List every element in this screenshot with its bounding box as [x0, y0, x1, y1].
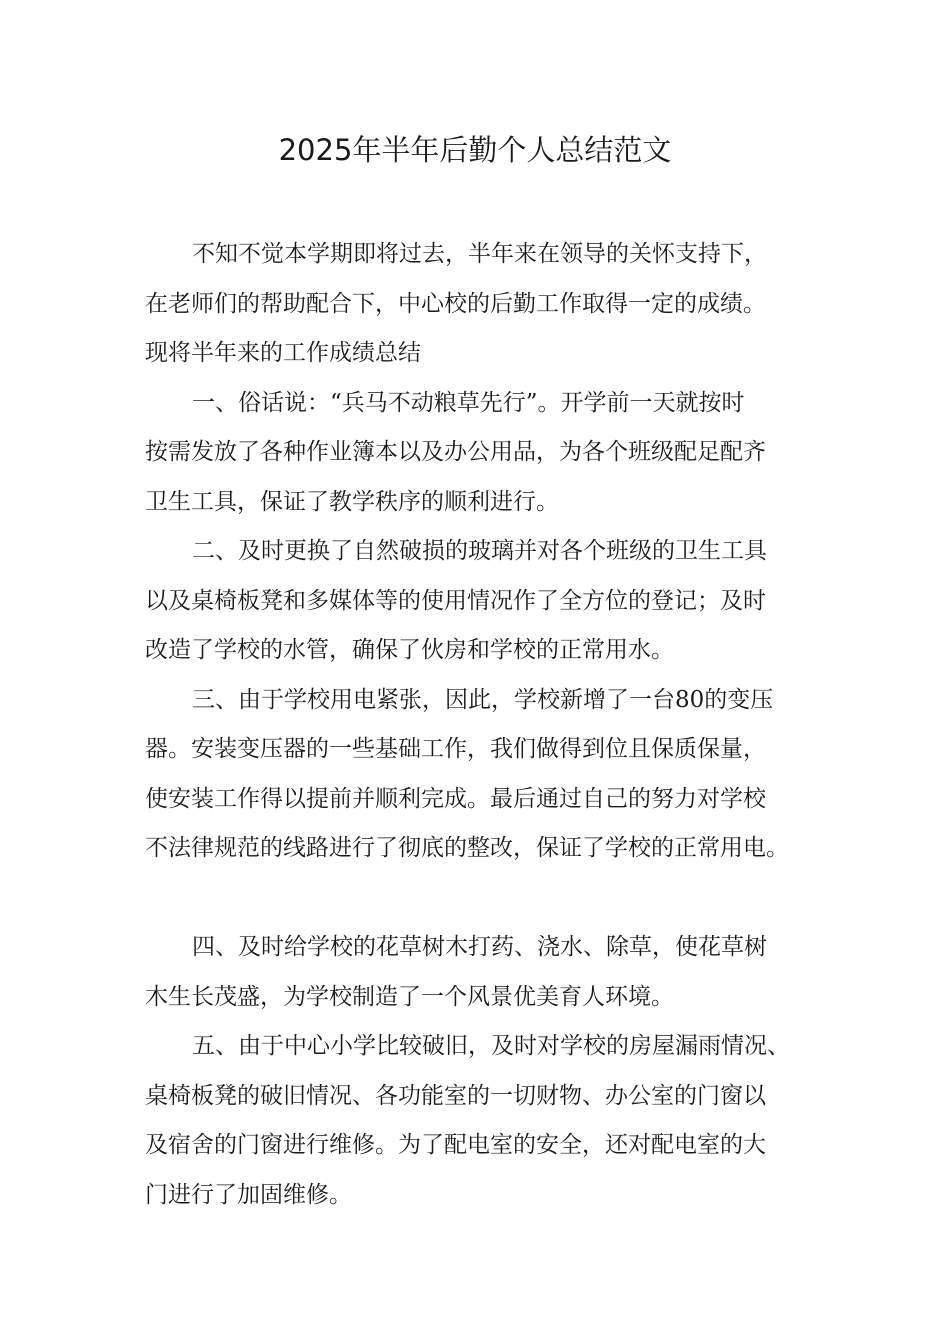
text-line: 及宿舍的门窗进行维修。为了配电室的安全，还对配电室的大 — [145, 1132, 766, 1158]
document-body — [145, 230, 825, 1220]
text-line: 二、及时更换了自然破损的玻璃并对各个班级的卫生工具 — [192, 538, 767, 564]
text-line: 在老师们的帮助配合下，中心校的后勤工作取得一定的成绩。 — [145, 290, 766, 317]
paragraph-item-4 — [145, 923, 825, 1022]
page-title: 2025年半年后勤个人总结范文 — [278, 133, 672, 167]
text-line: 五、由于中心小学比较破旧，及时对学校的房屋漏雨情况、 — [192, 1033, 790, 1059]
text-line: 以及桌椅板凳和多媒体等的使用情况作了全方位的登记；及时 — [145, 587, 766, 614]
text-line: 卫生工具，保证了教学秩序的顺利进行。 — [145, 488, 559, 515]
text-line: 按需发放了各种作业簿本以及办公用品，为各个班级配足配齐 — [145, 439, 766, 465]
text-line: 四、及时给学校的花草树木打药、浇水、除草，使花草树 — [192, 934, 767, 960]
text-line: 桌椅板凳的破旧情况、各功能室的一切财物、办公室的门窗以 — [145, 1082, 766, 1109]
paragraph-item-2 — [145, 527, 825, 676]
text-line: 三、由于学校用电紧张，因此，学校新增了一台80的变压 — [192, 686, 774, 713]
text-line: 一、俗话说：“兵马不动粮草先行”。开学前一天就按时 — [192, 389, 745, 416]
text-line: 不法律规范的线路进行了彻底的整改，保证了学校的正常用电。 — [145, 835, 789, 861]
text-line: 使安装工作得以提前并顺利完成。最后通过自己的努力对学校 — [145, 785, 766, 812]
text-line: 器。安装变压器的一些基础工作，我们做得到位且保质保量， — [145, 736, 766, 762]
text-line: 门进行了加固维修。 — [145, 1181, 352, 1208]
paragraph-item-3 — [145, 676, 825, 874]
paragraph-item-5 — [145, 1022, 825, 1220]
paragraph-item-1 — [145, 379, 825, 528]
text-line: 不知不觉本学期即将过去，半年来在领导的关怀支持下， — [192, 241, 767, 267]
paragraph-spacer — [145, 874, 825, 924]
paragraph-intro — [145, 230, 825, 379]
text-line: 改造了学校的水管，确保了伙房和学校的正常用水。 — [145, 637, 674, 663]
text-line: 木生长茂盛，为学校制造了一个风景优美育人环境。 — [145, 983, 674, 1010]
text-line: 现将半年来的工作成绩总结 — [145, 340, 421, 366]
